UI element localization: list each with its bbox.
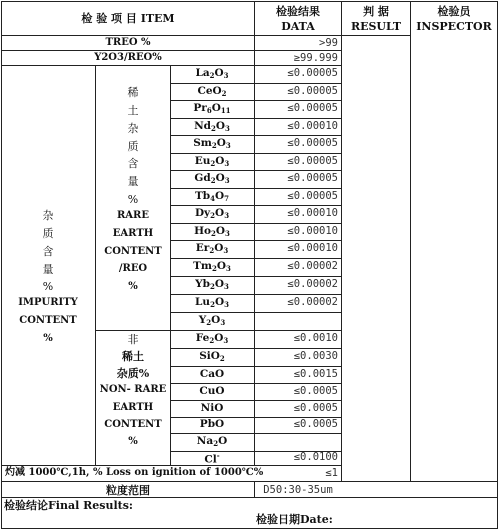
rare-earth-value: ≤0.00002 bbox=[287, 278, 338, 290]
grid-line bbox=[254, 1, 255, 35]
non-rare-en-line: EARTH bbox=[112, 402, 154, 413]
impurity-en-line: IMPURITY bbox=[18, 297, 78, 308]
rare-earth-zh-line: % bbox=[127, 193, 139, 206]
grid-line bbox=[170, 205, 341, 206]
rare-earth-en-line: RARE bbox=[116, 210, 150, 221]
non-rare-zh-line: 稀土 bbox=[122, 350, 144, 363]
header-inspector-en: INSPECTOR bbox=[416, 20, 492, 33]
rare-earth-formula: $Tm_2O_3$ bbox=[193, 260, 231, 273]
treo-label: TREO % bbox=[105, 37, 151, 48]
rare-earth-value: ≤0.00010 bbox=[287, 224, 338, 237]
grid-line bbox=[170, 276, 341, 277]
rare-earth-value: ≤0.00005 bbox=[287, 189, 338, 202]
grid-line bbox=[1, 1, 2, 529]
rare-earth-formula: $Nd_2O_3$ bbox=[194, 119, 230, 133]
non-rare-formula: Cl- bbox=[204, 451, 220, 466]
grid-line bbox=[95, 330, 341, 331]
rare-earth-en-line: % bbox=[128, 281, 138, 292]
grid-line bbox=[341, 1, 342, 481]
non-rare-value: ≤0.0005 bbox=[293, 401, 338, 414]
non-rare-value: ≤0.0015 bbox=[293, 367, 338, 380]
grid-line bbox=[170, 294, 341, 295]
grid-line bbox=[170, 65, 171, 465]
header-inspector-zh: 检验员 bbox=[437, 5, 471, 18]
grid-line bbox=[170, 312, 341, 313]
grid-line bbox=[170, 348, 341, 349]
rare-earth-value: ≤0.00010 bbox=[287, 242, 338, 254]
impurity-en-line: CONTENT bbox=[19, 315, 77, 326]
rare-earth-formula: $Gd_2O_3$ bbox=[194, 172, 230, 185]
rare-earth-zh-line: 杂 bbox=[127, 122, 139, 135]
inspection-date-label: 检验日期Date: bbox=[256, 513, 333, 526]
impurity-zh-line: % bbox=[42, 280, 54, 293]
treo-value: >99 bbox=[319, 37, 338, 49]
rare-earth-formula: CeO$_2$ bbox=[197, 84, 227, 98]
rare-earth-value: ≤0.00005 bbox=[287, 102, 338, 114]
grid-line bbox=[1, 497, 497, 498]
grid-line bbox=[1, 65, 341, 66]
rare-earth-formula: $La_2O_3$ bbox=[195, 67, 229, 80]
rare-earth-en-line: CONTENT bbox=[104, 246, 162, 257]
rare-earth-value: ≤0.00005 bbox=[287, 172, 338, 184]
grid-line bbox=[170, 240, 341, 241]
rare-earth-value: ≤0.00005 bbox=[287, 67, 338, 79]
rare-earth-value: ≤0.00002 bbox=[287, 260, 338, 272]
grid-line bbox=[170, 433, 341, 434]
non-rare-formula: SiO$_2$ bbox=[199, 350, 225, 363]
non-rare-en-line: % bbox=[128, 436, 138, 447]
rare-earth-value: ≤0.00005 bbox=[287, 154, 338, 167]
grid-line bbox=[1, 1, 497, 2]
grid-line bbox=[254, 65, 255, 465]
grid-line bbox=[1, 50, 341, 51]
rare-earth-formula: $Eu_2O_3$ bbox=[194, 154, 230, 168]
final-results-label: 检验结论Final Results: bbox=[4, 499, 133, 512]
header-data-en: DATA bbox=[281, 20, 315, 33]
impurity-zh-line: 质 bbox=[42, 227, 54, 240]
rare-earth-value: ≤0.00005 bbox=[287, 84, 338, 97]
rare-earth-zh-line: 土 bbox=[127, 104, 139, 117]
header-data-zh: 检验结果 bbox=[276, 5, 320, 18]
loss-on-ignition-value: ≤1 bbox=[325, 467, 338, 479]
non-rare-value: ≤0.0030 bbox=[293, 350, 338, 362]
grid-line bbox=[1, 481, 497, 482]
grid-line bbox=[170, 100, 341, 101]
grid-line bbox=[95, 65, 96, 465]
grid-line bbox=[1, 465, 341, 466]
rare-earth-formula: $Yb_2O_3$ bbox=[195, 278, 229, 291]
rare-earth-formula: $Er_2O_3$ bbox=[195, 242, 229, 255]
rare-earth-zh-line: 稀 bbox=[127, 86, 139, 99]
rare-earth-formula: $Y_2O_3$ bbox=[198, 314, 226, 327]
grid-line bbox=[170, 170, 341, 171]
non-rare-en-line: NON- RARE bbox=[99, 384, 167, 395]
particle-size-label: 粒度范围 bbox=[106, 484, 150, 497]
grid-line bbox=[170, 258, 341, 259]
grid-line bbox=[170, 135, 341, 136]
rare-earth-formula: $Ho_2O_3$ bbox=[194, 224, 230, 238]
rare-earth-zh-line: 含 bbox=[127, 157, 139, 170]
impurity-zh-line: 量 bbox=[42, 263, 54, 276]
rare-earth-en-line: /REO bbox=[118, 263, 148, 274]
non-rare-value: ≤0.0100 bbox=[293, 451, 338, 463]
non-rare-formula: PbO bbox=[199, 418, 225, 430]
rare-earth-zh-line: 质 bbox=[127, 140, 139, 153]
particle-size-value: D50:30-35um bbox=[263, 484, 333, 496]
impurity-zh-line: 杂 bbox=[42, 209, 54, 222]
grid-line bbox=[1, 528, 497, 529]
non-rare-value: ≤0.0005 bbox=[293, 418, 338, 430]
loss-on-ignition-label: 灼减 1000℃,1h, % Loss on ignition of 1000℃% bbox=[5, 467, 264, 478]
grid-line bbox=[254, 35, 255, 65]
rare-earth-zh-line: 量 bbox=[127, 175, 139, 188]
y2o3-label: Y2O3/REO% bbox=[94, 52, 162, 63]
non-rare-formula: CuO bbox=[199, 384, 225, 397]
impurity-zh-line: 含 bbox=[42, 245, 54, 258]
grid-line bbox=[1, 35, 410, 36]
non-rare-zh-line: 杂质% bbox=[116, 367, 150, 380]
rare-earth-value: ≤0.00005 bbox=[287, 137, 338, 149]
grid-line bbox=[497, 1, 498, 529]
rare-earth-value: ≤0.00010 bbox=[287, 207, 338, 219]
header-item: 检 验 项 目 ITEM bbox=[81, 12, 175, 25]
header-result-zh: 判 据 bbox=[363, 5, 389, 18]
non-rare-value: ≤0.0010 bbox=[293, 332, 338, 344]
non-rare-formula: $Na_2O$ bbox=[196, 435, 228, 448]
non-rare-formula: $Fe_2O_3$ bbox=[195, 332, 229, 345]
non-rare-value: ≤0.0005 bbox=[293, 384, 338, 397]
rare-earth-value: ≤0.00010 bbox=[287, 119, 338, 132]
rare-earth-formula: $Lu_2O_3$ bbox=[195, 296, 229, 309]
y2o3-value: ≥99.999 bbox=[293, 52, 338, 64]
grid-line bbox=[410, 1, 411, 481]
rare-earth-formula: $Dy_2O_3$ bbox=[194, 207, 230, 220]
non-rare-formula: NiO bbox=[200, 401, 224, 414]
impurity-en-line: % bbox=[43, 333, 53, 344]
grid-line bbox=[254, 481, 255, 497]
non-rare-zh-line: 非 bbox=[127, 333, 139, 346]
header-result-en: RESULT bbox=[350, 20, 402, 33]
rare-earth-formula: $Sm_2O_3$ bbox=[193, 137, 231, 150]
rare-earth-en-line: EARTH bbox=[112, 228, 154, 239]
non-rare-formula: CaO bbox=[199, 367, 225, 380]
rare-earth-formula: $Tb_4O_7$ bbox=[194, 189, 230, 203]
non-rare-en-line: CONTENT bbox=[104, 419, 162, 430]
rare-earth-value: ≤0.00002 bbox=[287, 296, 338, 308]
rare-earth-formula: $Pr_6O_{11}$ bbox=[193, 102, 231, 115]
